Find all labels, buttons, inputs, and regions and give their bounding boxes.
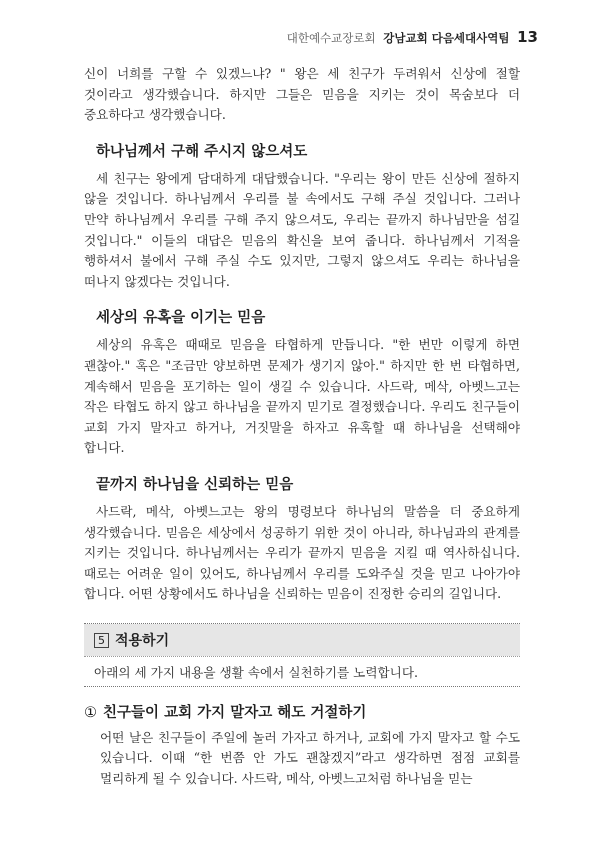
page-content [84, 64, 520, 790]
item-title: 친구들이 교회 가지 말자고 해도 거절하기 [103, 704, 367, 721]
apply-title: 적용하기 [115, 632, 170, 649]
organization-name: 대한예수교장로회 [286, 31, 376, 45]
section-paragraph: 세상의 유혹은 때때로 믿음을 타협하게 만듭니다. "한 번만 이렇게 하면 괜찮아." 혹은 "조금만 양보하면 문제가 생기지 않아." 하지만 한 번 타협하면, 계속해서 믿음을 포기하는 일이 생길 수 있습니다. 사드락, 메삭, 아벳느고는 작은 타협도 하지 않고 하나님을 끝까지 믿기로 결정했습니다. 우리도 친구들이 교회 가지 말자고 하거나, 거짓말을 하자고 유혹할 때 하나님을 선택해야 합니다. [84, 337, 520, 456]
item-marker: ① [84, 704, 97, 721]
section-paragraph: 세 친구는 왕에게 담대하게 대답했습니다. "우리는 왕이 만든 신상에 절하지 않을 것입니다. 하나님께서 우리를 불 속에서도 구해 주실 것입니다. 그러나 만약 하나님께서 우리를 구해 주지 않으셔도, 우리는 끝까지 하나님만을 섬길 것입니다." 이들의 대답은 믿음의 확신을 보여 줍니다. 하나님께서 기적을 행하셔서 불에서 구해 주실 수도 있지만, 그렇지 않으셔도 우리는 하나님을 떠나지 않겠다는 것입니다. [84, 170, 520, 289]
apply-item-paragraph: 어떤 날은 친구들이 주일에 놀러 가자고 하거나, 교회에 가지 말자고 할 수도 있습니다. 이때 “한 번쯤 안 가도 괜찮겠지”라고 생각하면 점점 교회를 멀리하게 될 수 있습니다. 사드락, 메삭, 아벳느고처럼 하나님을 믿는 [100, 729, 520, 787]
apply-number: 5 [94, 633, 109, 648]
apply-header [84, 624, 520, 656]
page-number: 13 [517, 28, 538, 46]
team-name: 강남교회 다음세대사역팀 [383, 31, 510, 45]
section-heading: 하나님께서 구해 주시지 않으셔도 [96, 143, 308, 160]
section-paragraph: 사드락, 메삭, 아벳느고는 왕의 명령보다 하나님의 말씀을 더 중요하게 생각했습니다. 믿음은 세상에서 성공하기 위한 것이 아니라, 하나님과의 관계를 지키는 것입니다. 하나님께서는 우리가 끝까지 믿음을 지킬 때 역사하십니다. 때로는 어려운 일이 있어도, 하나님께서 우리를 도와주실 것을 믿고 나아가야 합니다. 어떤 상황에서도 하나님을 신뢰하는 믿음이 진정한 승리의 길입니다. [84, 503, 520, 602]
section-heading: 끝까지 하나님을 신뢰하는 믿음 [96, 476, 294, 493]
section-heading: 세상의 유혹을 이기는 믿음 [96, 310, 266, 327]
apply-box [84, 623, 520, 687]
apply-item-heading [84, 701, 520, 722]
intro-paragraph: 신이 너희를 구할 수 있겠느냐? " 왕은 세 친구가 두려워서 신상에 절할 것이라고 생각했습니다. 하지만 그들은 믿음을 지키는 것이 목숨보다 더 중요하다고 생각했습니다. [84, 66, 520, 123]
page-header [287, 28, 538, 46]
apply-description: 아래의 세 가지 내용을 생활 속에서 실천하기를 노력합니다. [84, 656, 520, 686]
